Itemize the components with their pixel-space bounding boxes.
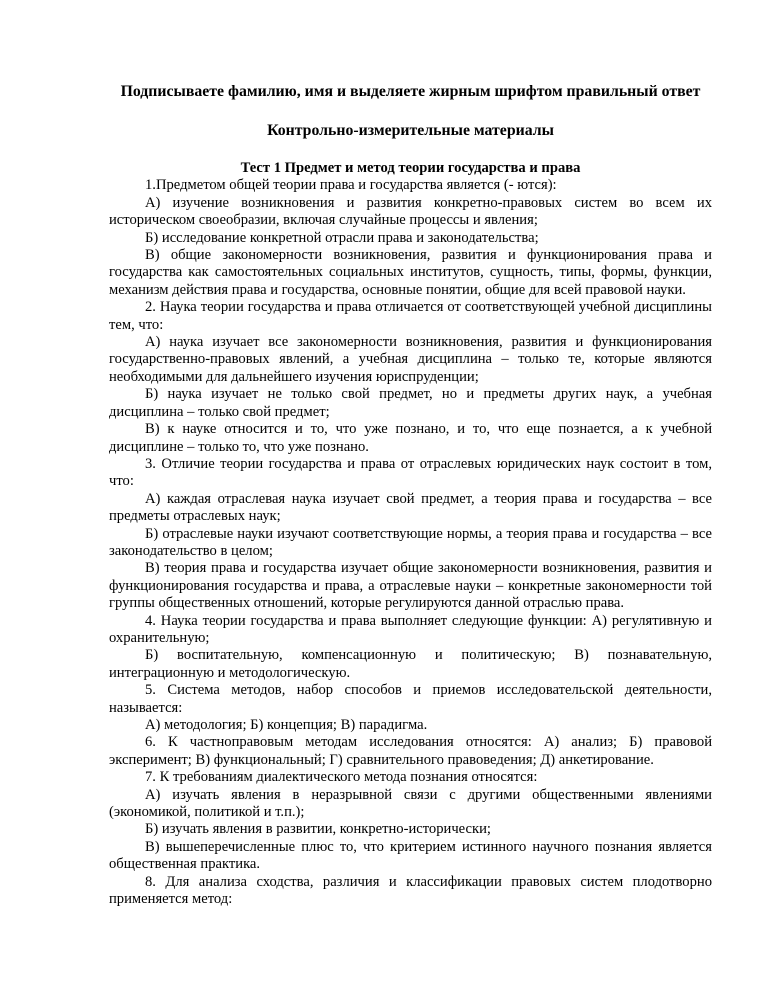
answer-1a: А) изучение возникновения и развития конкретно-правовых систем во всем их историческом своеобразии, включая случайные процессы и явления; (109, 194, 712, 229)
question-6: 6. К частноправовым методам исследования относятся: А) анализ; Б) правовой эксперимент; В) функциональный; Г) сравнительного правоведения; Д) анкетирование. (109, 734, 712, 768)
answer-2c: В) к науке относится и то, что уже познано, и то, что еще познается, а к учебной дисциплине – только то, что уже познано. (109, 421, 712, 455)
page-title: Подписываете фамилию, имя и выделяете жирным шрифтом правильный ответ (120, 83, 701, 100)
answer-5: А) методология; Б) концепция; В) парадигма. (145, 717, 428, 733)
question-1: 1.Предметом общей теории права и государства является (- ются): (145, 177, 557, 194)
answer-7c: В) вышеперечисленные плюс то, что критерием истинного научного познания является общественная практика. (109, 838, 712, 873)
answer-4bc: Б) воспитательную, компенсационную и политическую; В) познавательную, интеграционную и методологическую. (109, 647, 712, 681)
answer-2b: Б) наука изучает не только свой предмет, но и предметы других наук, а учебная дисциплина – только свой предмет; (109, 386, 712, 420)
answer-1b: Б) исследование конкретной отрасли права и законодательства; (145, 229, 539, 246)
question-8: 8. Для анализа сходства, различия и классификации правовых систем плодотворно применяется метод: (109, 873, 712, 908)
question-5: 5. Система методов, набор способов и приемов исследовательской деятельности, называется: (109, 682, 712, 716)
question-2: 2. Наука теории государства и права отличается от соответствующей учебной дисциплины тем, что: (109, 299, 712, 333)
answer-7a: А) изучать явления в неразрывной связи с другими общественными явлениями (экономикой, политикой и т.п.); (109, 786, 712, 821)
question-3: 3. Отличие теории государства и права от отраслевых юридических наук состоит в том, что: (109, 455, 712, 490)
answer-1c: В) общие закономерности возникновения, развития и функционирования права и государства как самостоятельных социальных институтов, сущность, типы, формы, функции, механизм действия права и государства, основные понятии, общие для всей правовой науки. (109, 247, 712, 298)
test-title: Тест 1 Предмет и метод теории государства и права (240, 160, 581, 176)
page-subtitle: Контрольно-измерительные материалы (267, 122, 554, 139)
answer-2a: А) наука изучает все закономерности возникновения, развития и функционирования государственно-правовых явлений, а учебная дисциплина – только те, которые являются необходимыми для дальнейшего изучения юриспруденции; (109, 334, 712, 385)
question-7: 7. К требованиям диалектического метода познания относятся: (145, 769, 538, 786)
answer-3b: Б) отраслевые науки изучают соответствующие нормы, а теория права и государства – все законодательство в целом; (109, 525, 712, 559)
answer-7b: Б) изучать явления в развитии, конкретно-исторически; (145, 821, 491, 838)
question-4: 4. Наука теории государства и права выполняет следующие функции: А) регулятивную и охранительную; (109, 612, 712, 646)
answer-3c: В) теория права и государства изучает общие закономерности возникновения, развития и функционирования государства и права, а отраслевые науки – конкретные закономерности той группы общественных отношений, которые регулируются данной отраслью права. (109, 560, 712, 612)
answer-3a: А) каждая отраслевая наука изучает свой предмет, а теория права и государства – все предметы отраслевых наук; (109, 490, 712, 525)
